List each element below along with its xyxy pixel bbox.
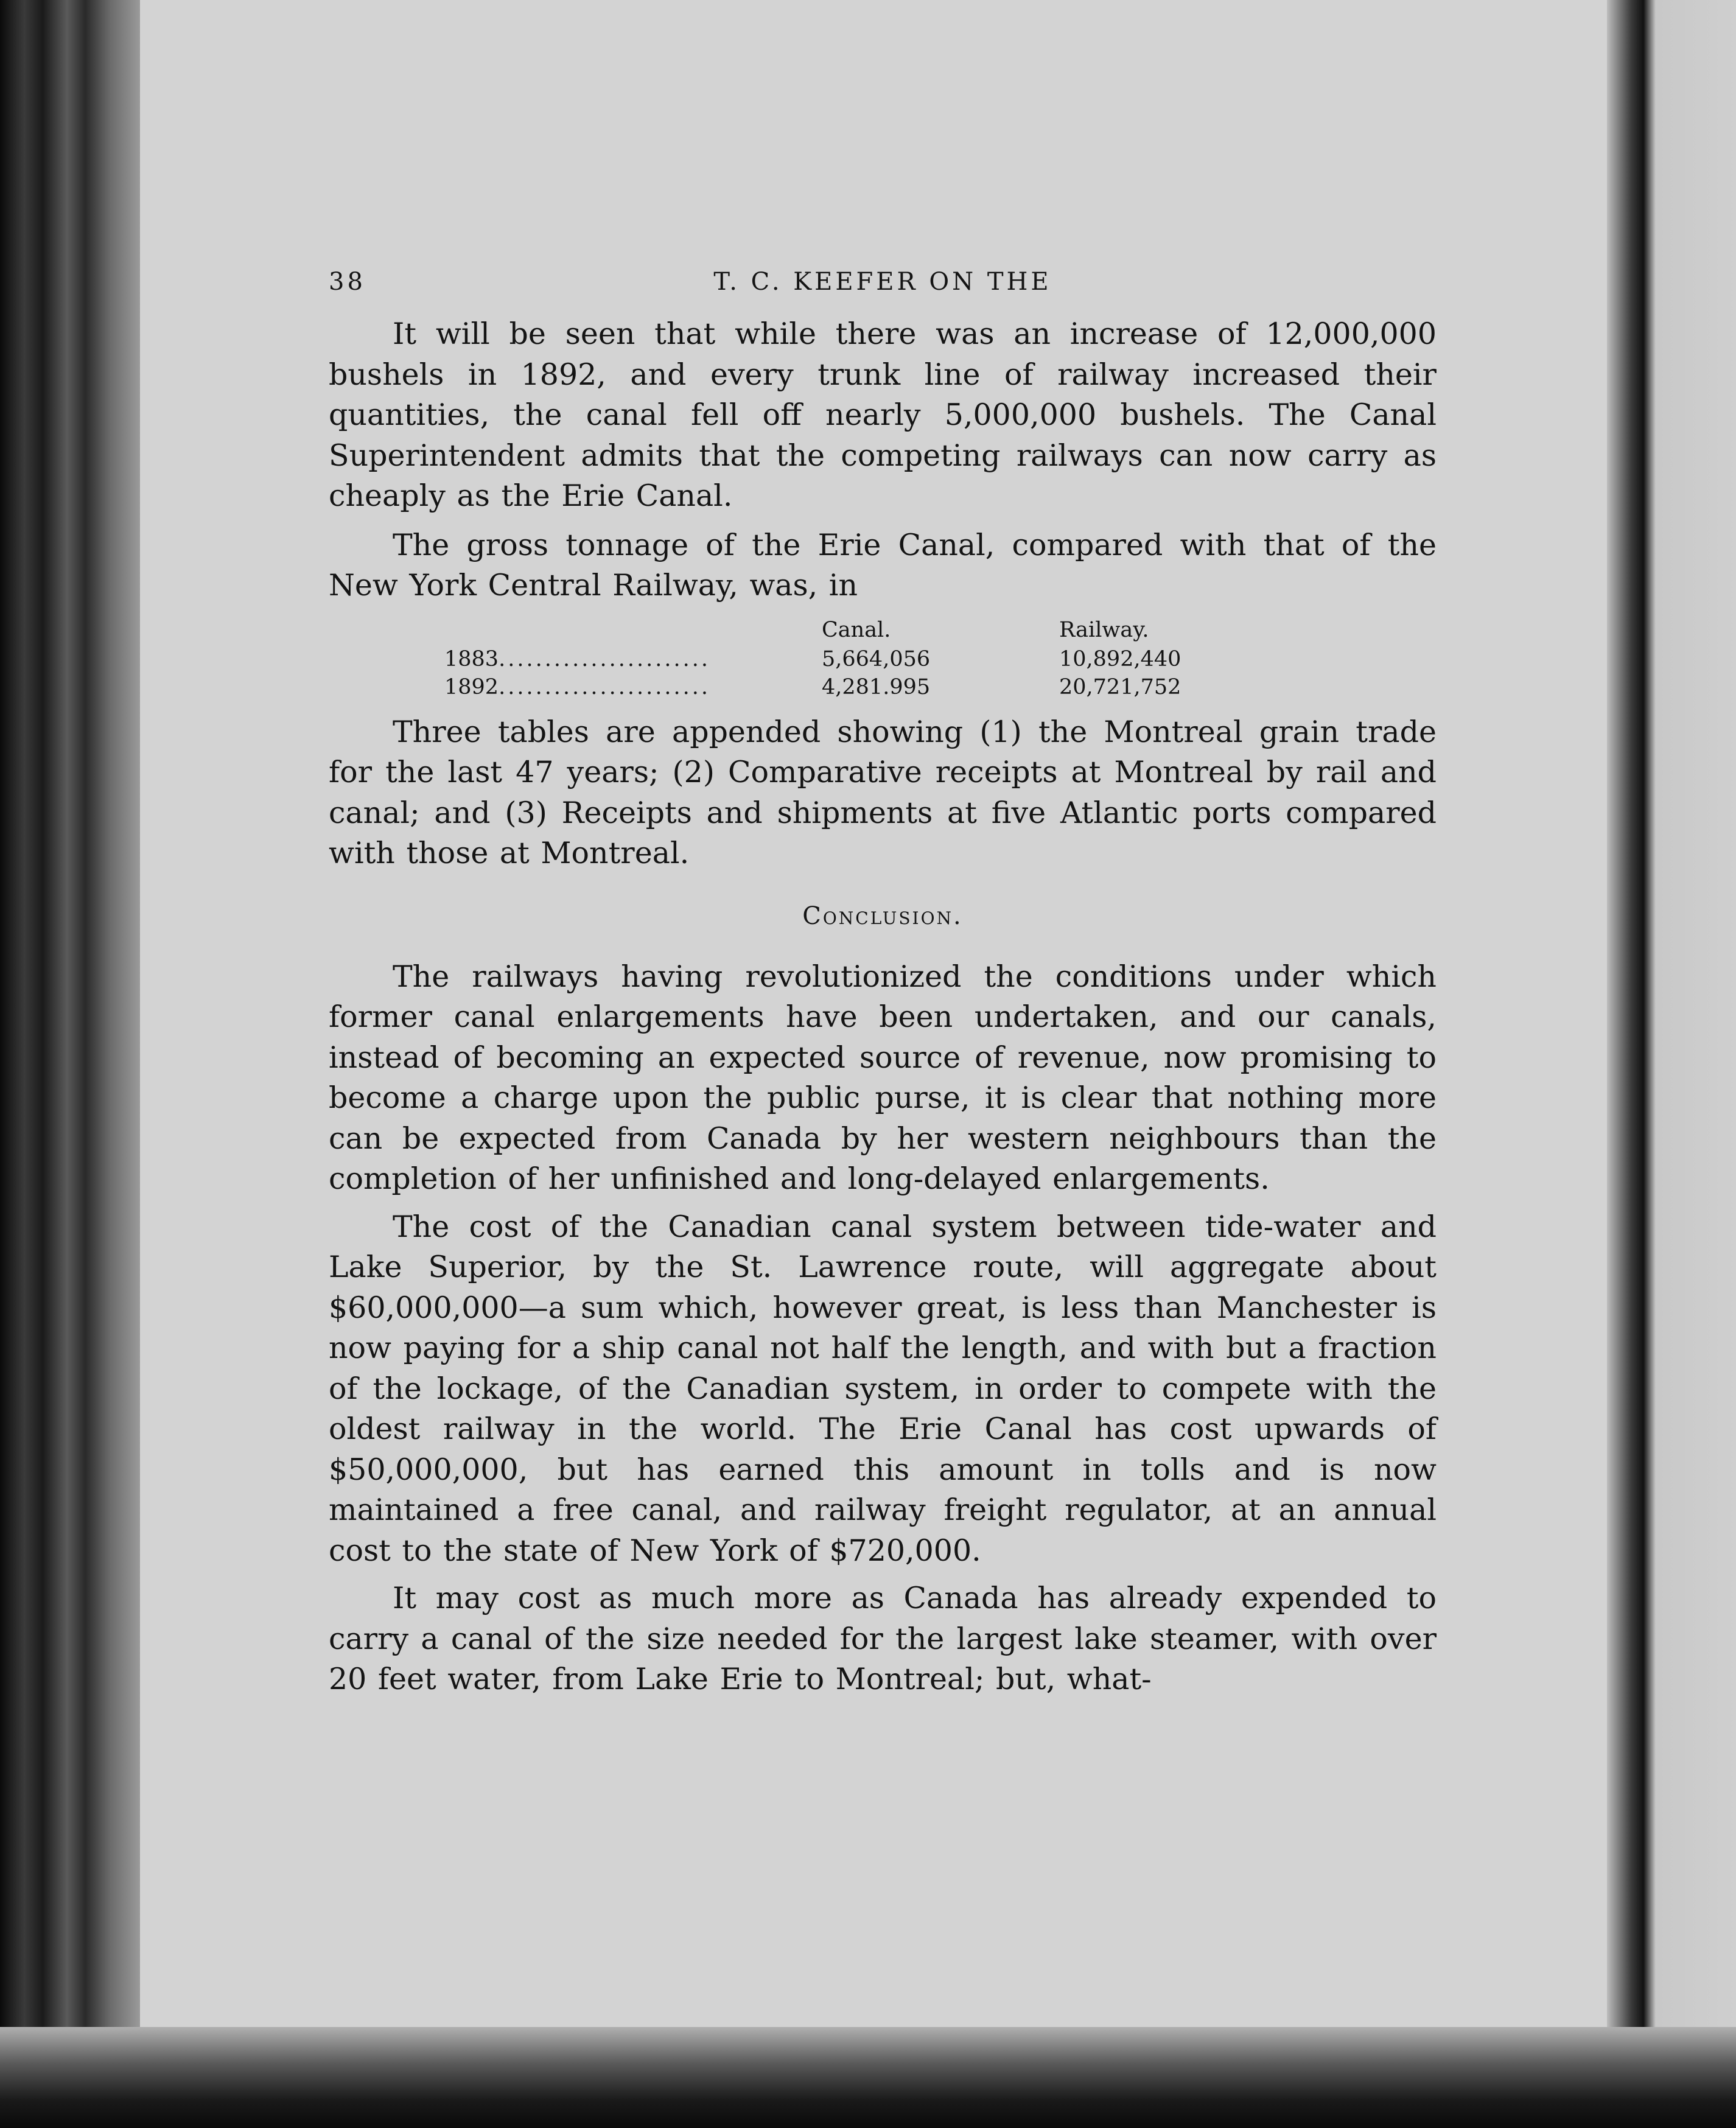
table-cell-year (444, 645, 822, 673)
table-cell-year (444, 673, 822, 701)
table-header-railway: Railway. (1059, 617, 1149, 642)
paragraph-may-cost: It may cost as much more as Canada has already expended to carry a canal of the size needed for the largest lake steamer, with over 20 feet water, from Lake Erie to Montreal; but, what- (329, 1581, 1437, 1696)
year-value: 1892 (444, 674, 499, 699)
paragraph-bushels: It will be seen that while there was an increase of 12,000,000 bushels in 1892, and every trunk line of railway increased their quantities, the canal fell off nearly 5,000,000 bushels. The Canal Superintendent admits that the competing railways can now carry as cheaply as the Erie Canal. (329, 317, 1437, 513)
book-page (140, 0, 1607, 2027)
book-spine-shadow (0, 0, 140, 2128)
table-header-year (444, 616, 822, 645)
table-row (444, 645, 1278, 673)
table-cell-railway: 10,892,440 (1059, 646, 1181, 671)
paragraph-railways-revolutionized: The railways having revolutionized the conditions under which former canal enlargements have been undertaken, and our canals, instead of becoming an expected source of revenue, now promising to become a charge upon the public purse, it is clear that nothing more can be expected from Canada by her western neighbours than the completion of her unfinished and long-delayed enlargements. (329, 959, 1437, 1196)
page-number: 38 (329, 268, 366, 296)
paragraph-three-tables: Three tables are appended showing (1) the Montreal grain trade for the last 47 years; (2) Comparative receipts at Montreal by rail and canal; and (3) Receipts and shipments at five Atlantic ports compared with those at Montreal. (329, 714, 1437, 870)
tonnage-table (444, 616, 1278, 701)
table-row (444, 673, 1278, 701)
paragraph-canal-cost: The cost of the Canadian canal system between tide-water and Lake Superior, by the St. Lawrence route, will aggregate about $60,000,000—a sum which, however great, is less than Manchester is now paying for a ship canal not half the length, and with but a fraction of the lockage, of the Canadian system, in order to compete with the oldest railway in the world. The Erie Canal has cost upwards of $50,000,000, but has earned this amount in tolls and is now maintained a free canal, and railway freight regulator, at an annual cost to the state of New York of $720,000. (329, 1209, 1437, 1568)
dot-leader: ....................... (499, 674, 710, 699)
table-cell-railway: 20,721,752 (1059, 674, 1181, 699)
running-head (329, 262, 1437, 310)
bottom-edge-shadow (0, 2027, 1736, 2128)
page-fold-shadow (1607, 0, 1736, 2128)
year-value: 1883 (444, 646, 499, 671)
table-header-canal: Canal. (822, 617, 891, 642)
dot-leader: ....................... (499, 646, 710, 671)
paragraph-gross-tonnage: The gross tonnage of the Erie Canal, compared with that of the New York Central Railway, was, in (329, 527, 1437, 603)
page-content (329, 262, 1437, 1700)
table-cell-canal: 4,281.995 (822, 674, 931, 699)
tonnage-table-header-row (444, 616, 1278, 645)
section-heading-conclusion: Conclusion. (802, 901, 963, 930)
running-title: T. C. KEEFER ON THE (713, 268, 1052, 296)
table-cell-canal: 5,664,056 (822, 646, 931, 671)
